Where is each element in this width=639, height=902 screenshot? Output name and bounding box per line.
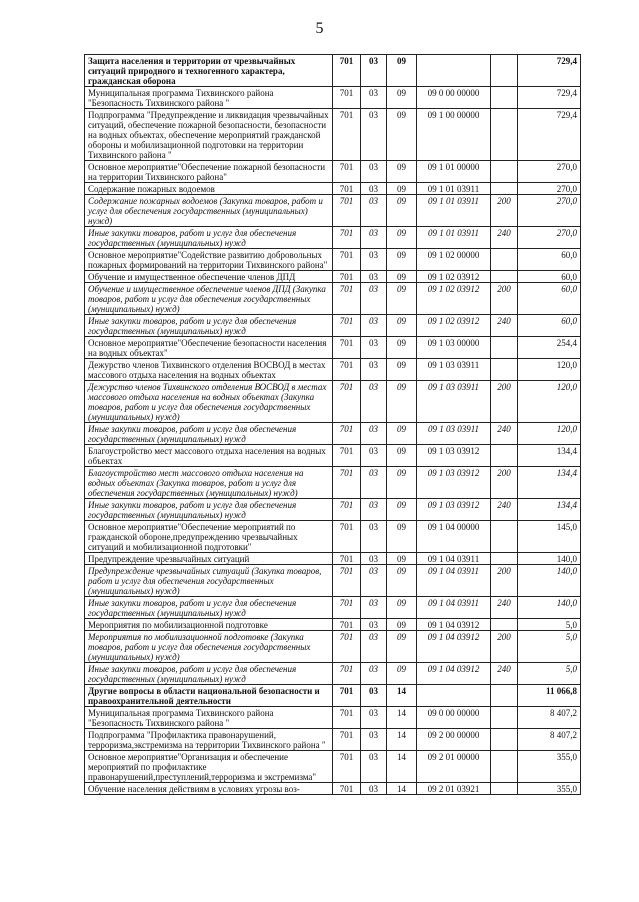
row-code-a-cell: 701	[333, 553, 361, 565]
row-code-b-cell: 03	[361, 445, 387, 467]
row-amount-cell: 355,0	[518, 783, 581, 795]
table-row	[85, 521, 581, 553]
row-name-cell: Основное мероприятие"Содействие развитию добровольных пожарных формирований на территории Тихвинского района"	[85, 249, 333, 271]
row-code-c-cell: 09	[387, 271, 417, 283]
row-amount-cell: 355,0	[518, 751, 581, 783]
row-expense-type-cell	[491, 445, 518, 467]
row-target-code-cell	[417, 55, 491, 87]
row-expense-type-cell	[491, 109, 518, 161]
row-code-a-cell: 701	[333, 271, 361, 283]
row-amount-cell: 729,4	[518, 87, 581, 109]
row-target-code-cell	[417, 685, 491, 707]
row-target-code-cell: 09 1 03 03911	[417, 381, 491, 423]
row-name-cell: Иные закупки товаров, работ и услуг для обеспечения государственных (муниципальных) нужд	[85, 597, 333, 619]
row-name-cell: Содержание пожарных водоемов (Закупка товаров, работ и услуг для обеспечения государственных (муниципальных) нужд)	[85, 195, 333, 227]
table-row	[85, 315, 581, 337]
row-code-c-cell: 14	[387, 729, 417, 751]
row-amount-cell: 11 066,8	[518, 685, 581, 707]
row-code-a-cell: 701	[333, 619, 361, 631]
row-target-code-cell: 09 1 04 03912	[417, 631, 491, 663]
row-code-b-cell: 03	[361, 619, 387, 631]
table-row	[85, 55, 581, 87]
row-target-code-cell: 09 2 00 00000	[417, 729, 491, 751]
table-row	[85, 663, 581, 685]
row-name-cell: Другие вопросы в области национальной безопасности и правоохранительной деятельности	[85, 685, 333, 707]
row-expense-type-cell	[491, 619, 518, 631]
table-row	[85, 445, 581, 467]
row-code-a-cell: 701	[333, 707, 361, 729]
budget-table-body	[85, 55, 581, 795]
row-name-cell: Иные закупки товаров, работ и услуг для обеспечения государственных (муниципальных) нужд	[85, 315, 333, 337]
row-code-c-cell: 09	[387, 445, 417, 467]
row-expense-type-cell: 240	[491, 499, 518, 521]
row-code-c-cell: 09	[387, 227, 417, 249]
row-code-b-cell: 03	[361, 359, 387, 381]
row-target-code-cell: 09 1 01 03911	[417, 227, 491, 249]
row-code-a-cell: 701	[333, 381, 361, 423]
row-code-b-cell: 03	[361, 663, 387, 685]
row-code-c-cell: 09	[387, 109, 417, 161]
table-row	[85, 249, 581, 271]
row-expense-type-cell	[491, 783, 518, 795]
row-code-b-cell: 03	[361, 597, 387, 619]
row-expense-type-cell	[491, 685, 518, 707]
row-name-cell: Иные закупки товаров, работ и услуг для обеспечения государственных (муниципальных) нужд	[85, 499, 333, 521]
row-code-a-cell: 701	[333, 565, 361, 597]
table-row	[85, 283, 581, 315]
row-code-c-cell: 09	[387, 359, 417, 381]
row-amount-cell: 60,0	[518, 283, 581, 315]
row-name-cell: Основное мероприятие"Организация и обеспечение мероприятий по профилактике правонарушений,преступлений,терроризма и экстремизма"	[85, 751, 333, 783]
row-name-cell: Иные закупки товаров, работ и услуг для обеспечения государственных (муниципальных) нужд	[85, 423, 333, 445]
row-code-a-cell: 701	[333, 597, 361, 619]
row-code-a-cell: 701	[333, 359, 361, 381]
row-code-a-cell: 701	[333, 499, 361, 521]
row-amount-cell: 134,4	[518, 445, 581, 467]
table-row	[85, 467, 581, 499]
row-code-c-cell: 14	[387, 685, 417, 707]
row-code-c-cell: 14	[387, 751, 417, 783]
row-code-b-cell: 03	[361, 55, 387, 87]
row-code-a-cell: 701	[333, 685, 361, 707]
row-code-c-cell: 09	[387, 565, 417, 597]
page-number: 5	[315, 20, 324, 37]
row-target-code-cell: 09 1 04 03911	[417, 597, 491, 619]
row-name-cell: Мероприятия по мобилизационной подготовке	[85, 619, 333, 631]
row-amount-cell: 270,0	[518, 183, 581, 195]
row-target-code-cell: 09 1 01 03911	[417, 195, 491, 227]
row-code-b-cell: 03	[361, 271, 387, 283]
row-target-code-cell: 09 1 03 03911	[417, 359, 491, 381]
row-expense-type-cell: 200	[491, 283, 518, 315]
row-code-c-cell: 09	[387, 337, 417, 359]
row-target-code-cell: 09 1 02 03912	[417, 283, 491, 315]
row-name-cell: Дежурство членов Тихвинского отделения ВОСВОД в местах массового отдыха населения на водных объектах (Закупка товаров, работ и услуг для обеспечения государственных (муниципальных) нужд)	[85, 381, 333, 423]
row-name-cell: Иные закупки товаров, работ и услуг для обеспечения государственных (муниципальных) нужд	[85, 663, 333, 685]
table-row	[85, 685, 581, 707]
row-name-cell: Предупреждение чрезвычайных ситуаций (Закупка товаров, работ и услуг для обеспечения государственных (муниципальных) нужд)	[85, 565, 333, 597]
row-amount-cell: 60,0	[518, 315, 581, 337]
row-amount-cell: 5,0	[518, 663, 581, 685]
row-expense-type-cell	[491, 183, 518, 195]
row-target-code-cell: 09 0 00 00000	[417, 707, 491, 729]
row-name-cell: Подпрограмма "Профилактика правонарушений, терроризма,экстремизма на территории Тихвинского района "	[85, 729, 333, 751]
row-code-b-cell: 03	[361, 729, 387, 751]
row-name-cell: Основное мероприятие"Обеспечение пожарной безопасности на территории Тихвинского района"	[85, 161, 333, 183]
row-amount-cell: 5,0	[518, 619, 581, 631]
row-code-c-cell: 09	[387, 619, 417, 631]
row-expense-type-cell: 200	[491, 631, 518, 663]
row-name-cell: Муниципальная программа Тихвинского района "Безопасность Тихвинского района "	[85, 707, 333, 729]
row-code-c-cell: 14	[387, 707, 417, 729]
row-code-b-cell: 03	[361, 87, 387, 109]
row-name-cell: Обучение и имущественное обеспечение членов ДПД	[85, 271, 333, 283]
row-target-code-cell: 09 1 04 03911	[417, 553, 491, 565]
row-code-b-cell: 03	[361, 751, 387, 783]
row-code-c-cell: 09	[387, 283, 417, 315]
row-amount-cell: 270,0	[518, 195, 581, 227]
row-code-c-cell: 09	[387, 381, 417, 423]
row-expense-type-cell	[491, 271, 518, 283]
row-code-a-cell: 701	[333, 663, 361, 685]
row-amount-cell: 60,0	[518, 249, 581, 271]
table-row	[85, 751, 581, 783]
table-row	[85, 359, 581, 381]
row-amount-cell: 60,0	[518, 271, 581, 283]
table-row	[85, 565, 581, 597]
row-name-cell: Основное мероприятие"Обеспечение мероприятий по гражданской обороне,предупреждению чрезвычайных ситуаций и мобилизационной подготовки"	[85, 521, 333, 553]
row-code-b-cell: 03	[361, 423, 387, 445]
row-code-a-cell: 701	[333, 161, 361, 183]
row-code-c-cell: 09	[387, 467, 417, 499]
row-code-b-cell: 03	[361, 337, 387, 359]
row-code-c-cell: 09	[387, 597, 417, 619]
row-expense-type-cell	[491, 359, 518, 381]
row-target-code-cell: 09 1 03 00000	[417, 337, 491, 359]
row-expense-type-cell	[491, 751, 518, 783]
table-row	[85, 227, 581, 249]
row-expense-type-cell	[491, 337, 518, 359]
row-code-a-cell: 701	[333, 183, 361, 195]
table-row	[85, 783, 581, 795]
row-expense-type-cell: 200	[491, 467, 518, 499]
row-target-code-cell: 09 1 03 03912	[417, 499, 491, 521]
row-code-b-cell: 03	[361, 183, 387, 195]
table-row	[85, 499, 581, 521]
row-target-code-cell: 09 1 02 03912	[417, 271, 491, 283]
row-amount-cell: 145,0	[518, 521, 581, 553]
row-amount-cell: 270,0	[518, 227, 581, 249]
row-code-a-cell: 701	[333, 467, 361, 499]
row-name-cell: Обучение и имущественное обеспечение членов ДПД (Закупка товаров, работ и услуг для обеспечения государственных (муниципальных) нужд)	[85, 283, 333, 315]
table-row	[85, 553, 581, 565]
row-code-b-cell: 03	[361, 783, 387, 795]
row-code-c-cell: 09	[387, 663, 417, 685]
row-target-code-cell: 09 1 03 03912	[417, 467, 491, 499]
table-row	[85, 707, 581, 729]
row-target-code-cell: 09 1 03 03911	[417, 423, 491, 445]
row-target-code-cell: 09 0 00 00000	[417, 87, 491, 109]
row-code-b-cell: 03	[361, 631, 387, 663]
row-expense-type-cell: 240	[491, 227, 518, 249]
row-amount-cell: 140,0	[518, 553, 581, 565]
row-code-c-cell: 14	[387, 783, 417, 795]
row-target-code-cell: 09 1 02 00000	[417, 249, 491, 271]
row-code-a-cell: 701	[333, 87, 361, 109]
row-target-code-cell: 09 2 01 03921	[417, 783, 491, 795]
row-code-c-cell: 09	[387, 195, 417, 227]
row-expense-type-cell	[491, 55, 518, 87]
table-row	[85, 161, 581, 183]
row-code-b-cell: 03	[361, 315, 387, 337]
row-expense-type-cell	[491, 161, 518, 183]
row-target-code-cell: 09 1 03 03912	[417, 445, 491, 467]
row-code-c-cell: 09	[387, 499, 417, 521]
row-code-a-cell: 701	[333, 337, 361, 359]
row-code-a-cell: 701	[333, 729, 361, 751]
row-code-b-cell: 03	[361, 283, 387, 315]
table-row	[85, 631, 581, 663]
row-code-b-cell: 03	[361, 227, 387, 249]
table-row	[85, 271, 581, 283]
row-target-code-cell: 09 1 04 00000	[417, 521, 491, 553]
row-code-a-cell: 701	[333, 283, 361, 315]
row-code-c-cell: 09	[387, 521, 417, 553]
row-amount-cell: 120,0	[518, 381, 581, 423]
row-name-cell: Содержание пожарных водоемов	[85, 183, 333, 195]
row-code-b-cell: 03	[361, 161, 387, 183]
row-code-b-cell: 03	[361, 467, 387, 499]
row-code-b-cell: 03	[361, 249, 387, 271]
row-amount-cell: 5,0	[518, 631, 581, 663]
row-target-code-cell: 09 1 04 03911	[417, 565, 491, 597]
row-target-code-cell: 09 1 01 03911	[417, 183, 491, 195]
row-expense-type-cell: 240	[491, 423, 518, 445]
row-code-a-cell: 701	[333, 445, 361, 467]
row-amount-cell: 140,0	[518, 565, 581, 597]
row-code-b-cell: 03	[361, 521, 387, 553]
row-expense-type-cell: 200	[491, 565, 518, 597]
row-code-a-cell: 701	[333, 423, 361, 445]
table-row	[85, 619, 581, 631]
row-name-cell: Мероприятия по мобилизационной подготовке (Закупка товаров, работ и услуг для обеспечения государственных (муниципальных) нужд)	[85, 631, 333, 663]
row-code-b-cell: 03	[361, 381, 387, 423]
row-target-code-cell: 09 1 02 03912	[417, 315, 491, 337]
row-amount-cell: 270,0	[518, 161, 581, 183]
row-name-cell: Благоустройство мест массового отдыха населения на водных объектах	[85, 445, 333, 467]
row-code-c-cell: 09	[387, 55, 417, 87]
row-amount-cell: 729,4	[518, 55, 581, 87]
row-amount-cell: 8 407,2	[518, 707, 581, 729]
row-code-b-cell: 03	[361, 685, 387, 707]
row-name-cell: Иные закупки товаров, работ и услуг для обеспечения государственных (муниципальных) нужд	[85, 227, 333, 249]
row-name-cell: Основное мероприятие"Обеспечение безопасности населения на водных объектах"	[85, 337, 333, 359]
row-code-b-cell: 03	[361, 499, 387, 521]
row-amount-cell: 120,0	[518, 423, 581, 445]
table-row	[85, 87, 581, 109]
row-name-cell: Подпрограмма "Предупреждение и ликвидация чрезвычайных ситуаций, обеспечение пожарной безопасности, безопасности на водных объектах, обеспечение мероприятий гражданской обороны и мобилизационной подготовки на территории Тихвинского района "	[85, 109, 333, 161]
row-amount-cell: 254,4	[518, 337, 581, 359]
row-code-c-cell: 09	[387, 249, 417, 271]
table-row	[85, 195, 581, 227]
row-name-cell: Дежурство членов Тихвинского отделения ВОСВОД в местах массового отдыха населения на водных объектах	[85, 359, 333, 381]
row-amount-cell: 134,4	[518, 499, 581, 521]
row-code-a-cell: 701	[333, 55, 361, 87]
row-code-c-cell: 09	[387, 87, 417, 109]
row-code-a-cell: 701	[333, 195, 361, 227]
row-amount-cell: 134,4	[518, 467, 581, 499]
row-expense-type-cell	[491, 521, 518, 553]
row-expense-type-cell: 240	[491, 315, 518, 337]
row-code-a-cell: 701	[333, 521, 361, 553]
row-code-c-cell: 09	[387, 161, 417, 183]
row-target-code-cell: 09 1 00 00000	[417, 109, 491, 161]
row-amount-cell: 140,0	[518, 597, 581, 619]
row-code-b-cell: 03	[361, 553, 387, 565]
table-row	[85, 597, 581, 619]
table-row	[85, 729, 581, 751]
row-target-code-cell: 09 1 04 03912	[417, 619, 491, 631]
row-expense-type-cell: 200	[491, 195, 518, 227]
row-expense-type-cell: 240	[491, 663, 518, 685]
row-expense-type-cell	[491, 249, 518, 271]
row-code-a-cell: 701	[333, 109, 361, 161]
row-code-a-cell: 701	[333, 315, 361, 337]
row-code-c-cell: 09	[387, 553, 417, 565]
table-row	[85, 109, 581, 161]
table-row	[85, 423, 581, 445]
row-expense-type-cell: 240	[491, 597, 518, 619]
row-amount-cell: 120,0	[518, 359, 581, 381]
row-code-a-cell: 701	[333, 783, 361, 795]
table-row	[85, 337, 581, 359]
row-expense-type-cell	[491, 729, 518, 751]
budget-table	[84, 54, 581, 795]
row-expense-type-cell	[491, 707, 518, 729]
row-code-b-cell: 03	[361, 195, 387, 227]
row-code-b-cell: 03	[361, 565, 387, 597]
row-amount-cell: 8 407,2	[518, 729, 581, 751]
row-name-cell: Предупреждение чрезвычайных ситуаций	[85, 553, 333, 565]
row-target-code-cell: 09 1 04 03912	[417, 663, 491, 685]
row-code-c-cell: 09	[387, 631, 417, 663]
row-target-code-cell: 09 1 01 00000	[417, 161, 491, 183]
row-target-code-cell: 09 2 01 00000	[417, 751, 491, 783]
row-code-b-cell: 03	[361, 707, 387, 729]
row-code-b-cell: 03	[361, 109, 387, 161]
row-name-cell: Защита населения и территории от чрезвычайных ситуаций природного и техногенного характера, гражданская оборона	[85, 55, 333, 87]
row-amount-cell: 729,4	[518, 109, 581, 161]
row-name-cell: Благоустройство мест массового отдыха населения на водных объектах (Закупка товаров, работ и услуг для обеспечения государственных (муниципальных) нужд)	[85, 467, 333, 499]
row-code-c-cell: 09	[387, 183, 417, 195]
row-code-a-cell: 701	[333, 249, 361, 271]
row-expense-type-cell: 200	[491, 381, 518, 423]
row-code-c-cell: 09	[387, 423, 417, 445]
table-row	[85, 183, 581, 195]
row-name-cell: Обучение населения действиям в условиях угрозы воз-	[85, 783, 333, 795]
row-expense-type-cell	[491, 87, 518, 109]
row-code-c-cell: 09	[387, 315, 417, 337]
row-name-cell: Муниципальная программа Тихвинского района "Безопасность Тихвинского района "	[85, 87, 333, 109]
row-code-a-cell: 701	[333, 631, 361, 663]
table-row	[85, 381, 581, 423]
row-code-a-cell: 701	[333, 227, 361, 249]
row-expense-type-cell	[491, 553, 518, 565]
row-code-a-cell: 701	[333, 751, 361, 783]
